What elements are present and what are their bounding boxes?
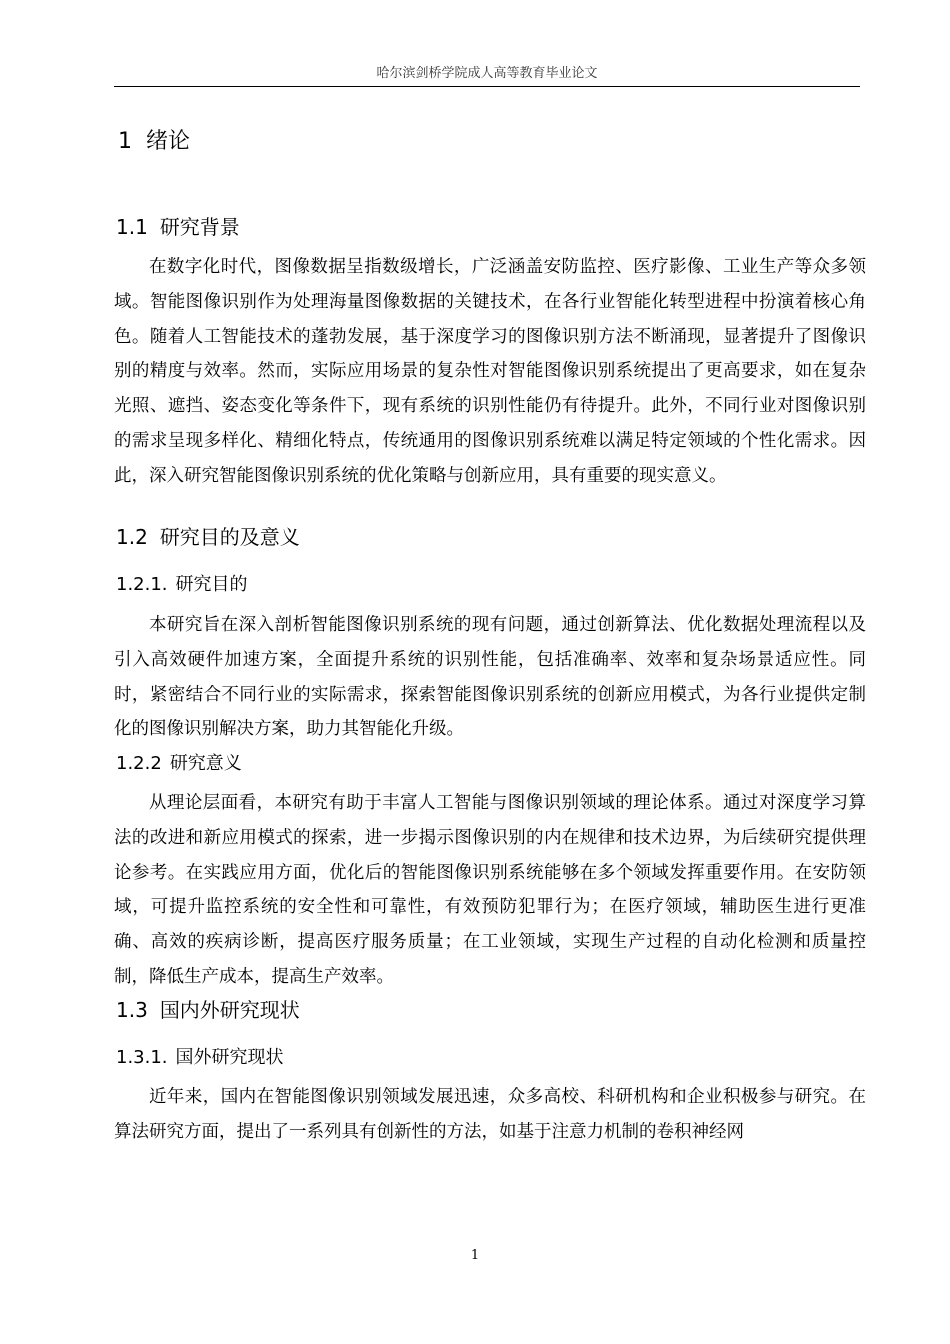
chapter-title: 绪论 (146, 129, 191, 154)
paragraph-significance: 从理论层面看，本研究有助于丰富人工智能与图像识别领域的理论体系。通过对深度学习算法的改进和新应用模式的探索，进一步揭示图像识别的内在规律和技术边界，为后续研究提供理论参考。在实践应用方面，优化后的智能图像识别系统能够在多个领域发挥重要作用。在安防领域，可提升监控系统的安全性和可靠性，有效预防犯罪行为；在医疗领域，辅助医生进行更准确、高效的疾病诊断，提高医疗服务质量；在工业领域，实现生产过程的自动化检测和质量控制，降低生产成本，提高生产效率。 (114, 793, 866, 987)
subsection-title: 研究目的 (175, 574, 248, 595)
paragraph-background: 在数字化时代，图像数据呈指数级增长，广泛涵盖安防监控、医疗影像、工业生产等众多领域。智能图像识别作为处理海量图像数据的关键技术，在各行业智能化转型进程中扮演着核心角色。随着人工智能技术的蓬勃发展，基于深度学习的图像识别方法不断涌现，显著提升了图像识别的精度与效率。然而，实际应用场景的复杂性对智能图像识别系统提出了更高要求，如在复杂光照、遮挡、姿态变化等条件下，现有系统的识别性能仍有待提升。此外，不同行业对图像识别的需求呈现多样化、精细化特点，传统通用的图像识别系统难以满足特定领域的个性化需求。因此，深入研究智能图像识别系统的优化策略与创新应用，具有重要的现实意义。 (114, 257, 866, 486)
subsection-heading-foreign (116, 1043, 284, 1069)
subsection-title: 国外研究现状 (175, 1047, 284, 1068)
running-header: 哈尔滨剑桥学院成人高等教育毕业论文 (376, 66, 598, 81)
subsection-title: 研究意义 (169, 753, 242, 774)
subsection-number: 1.3.1. (116, 1047, 168, 1068)
section-heading-status (116, 994, 300, 1023)
section-heading-purpose (116, 521, 300, 550)
section-number: 1.1 (116, 215, 148, 239)
paragraph-goal: 本研究旨在深入剖析智能图像识别系统的现有问题，通过创新算法、优化数据处理流程以及引入高效硬件加速方案，全面提升系统的识别性能，包括准确率、效率和复杂场景适应性。同时，紧密结合不同行业的实际需求，探索智能图像识别系统的创新应用模式，为各行业提供定制化的图像识别解决方案，助力其智能化升级。 (114, 615, 866, 740)
section-title: 研究目的及意义 (159, 525, 300, 549)
section-heading-background (116, 211, 240, 240)
paragraph-foreign: 近年来，国内在智能图像识别领域发展迅速，众多高校、科研机构和企业积极参与研究。在算法研究方面，提出了一系列具有创新性的方法，如基于注意力机制的卷积神经网 (114, 1087, 866, 1142)
subsection-heading-significance (116, 749, 242, 775)
section-number: 1.3 (116, 998, 148, 1022)
subsection-number: 1.2.1. (116, 574, 168, 595)
section-title: 国内外研究现状 (159, 998, 300, 1022)
subsection-heading-goal (116, 570, 248, 596)
section-number: 1.2 (116, 525, 148, 549)
chapter-number: 1 (118, 129, 132, 154)
section-title: 研究背景 (159, 215, 240, 239)
subsection-number: 1.2.2 (116, 753, 162, 774)
page-number: 1 (470, 1248, 480, 1263)
header-rule (114, 86, 860, 87)
chapter-heading (118, 124, 190, 155)
